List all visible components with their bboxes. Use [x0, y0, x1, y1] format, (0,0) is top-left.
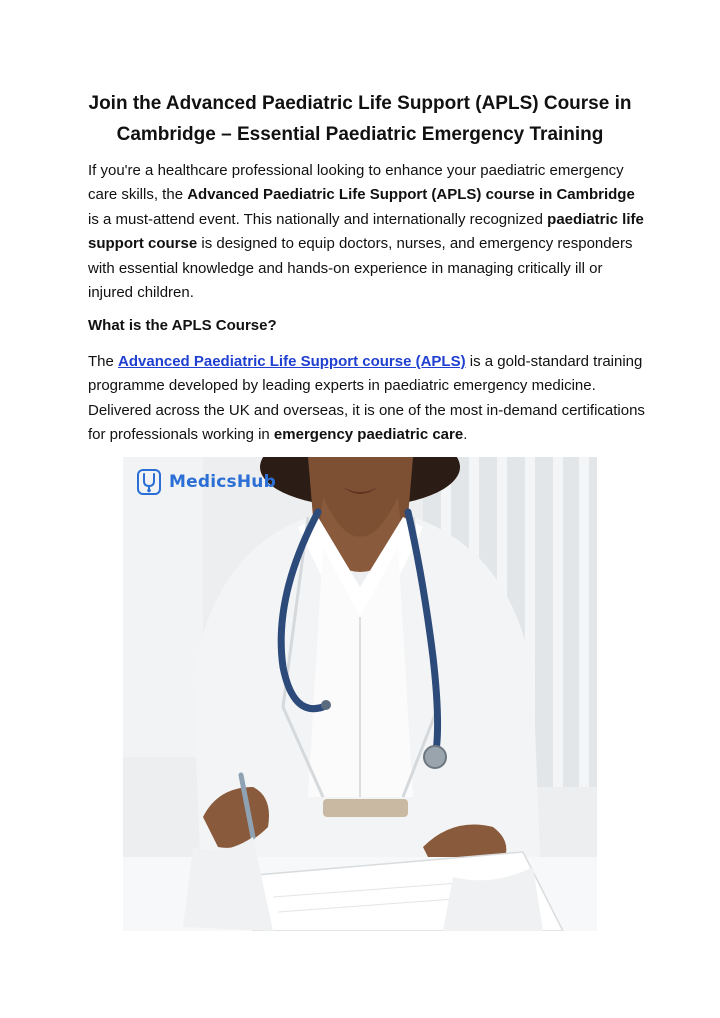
medicshub-logo	[137, 469, 276, 495]
section-text-1: The	[88, 353, 119, 370]
intro-paragraph	[88, 159, 648, 305]
doctor-illustration	[123, 457, 597, 931]
article-title: Join the Advanced Paediatric Life Support (APLS) Course in Cambridge – Essential Paediatric Emergency Training	[88, 93, 632, 145]
section-heading: What is the APLS Course?	[88, 317, 277, 334]
intro-text-1: If you're a healthcare professional looking to enhance your paediatric emergency care skills, the	[88, 162, 624, 204]
apls-course-link[interactable]: Advanced Paediatric Life Support course (APLS)	[118, 353, 466, 370]
stethoscope-icon	[137, 469, 161, 495]
section-bold-emergency-care: emergency paediatric care	[273, 426, 464, 444]
doctor-photo	[123, 457, 597, 931]
intro-bold-course: Advanced Paediatric Life Support (APLS) course in Cambridge	[187, 186, 635, 204]
intro-text-2: is a must-attend event. This nationally and internationally recognized	[88, 210, 548, 228]
intro-bold-life-support: paediatric life support course	[88, 210, 644, 253]
section-text-3: .	[463, 426, 468, 444]
section-text-2: is a gold-standard training programme developed by leading experts in paediatric emergency medicine. Delivered across the UK and overseas, it is one of the most in-demand certifications for professionals working in	[88, 353, 645, 444]
intro-text-3: is designed to equip doctors, nurses, and emergency responders with essential knowledge and hands-on experience in managing critically ill or injured children.	[88, 235, 633, 302]
section-paragraph	[88, 350, 648, 448]
brand-name: MedicsHub	[169, 472, 276, 492]
